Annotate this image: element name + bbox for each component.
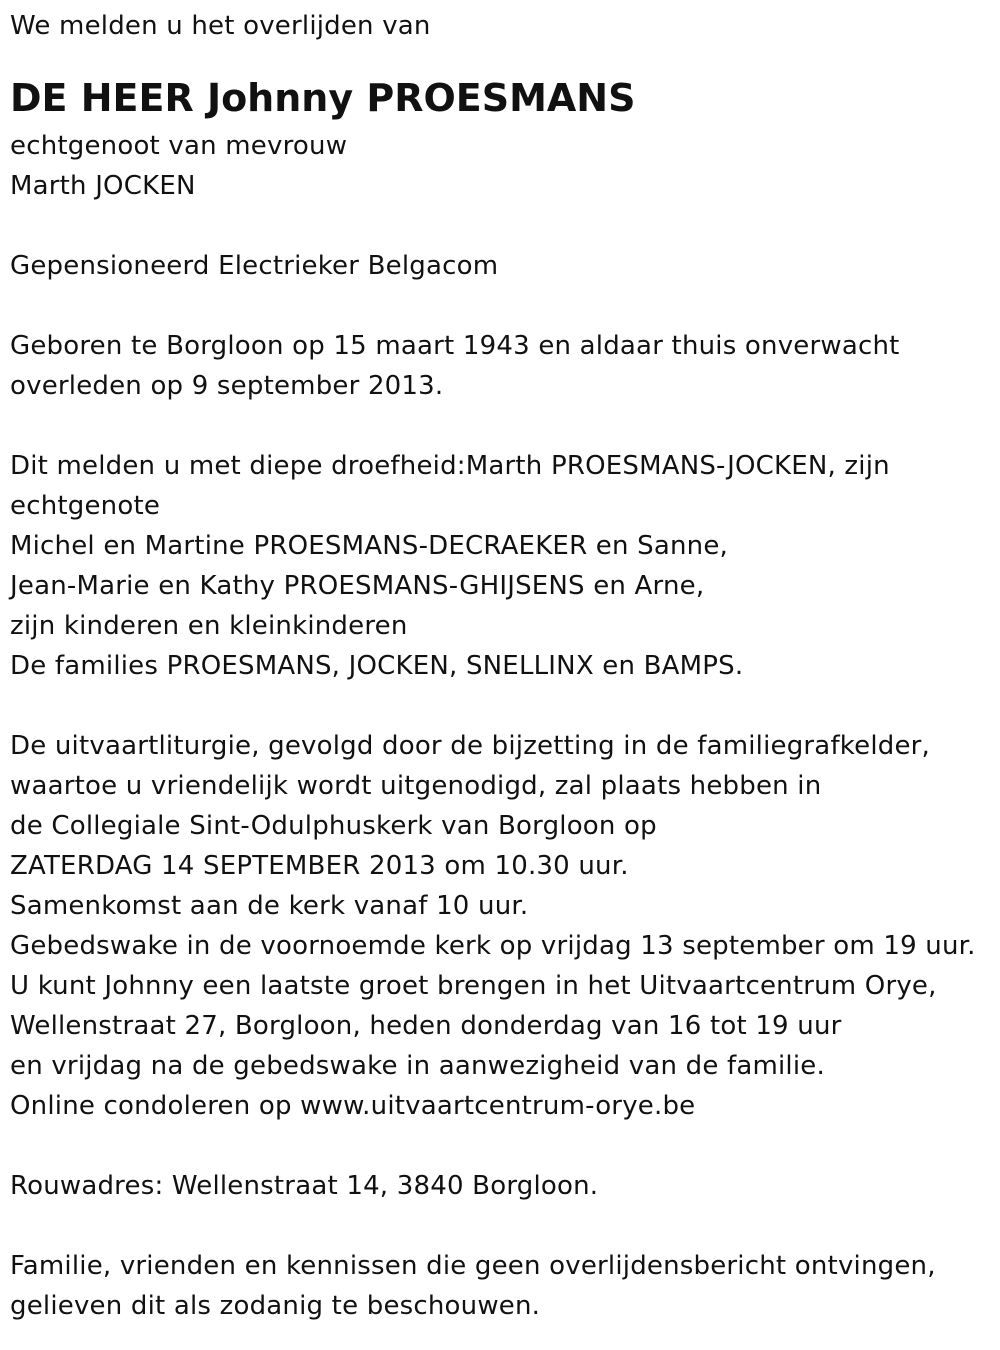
- spacer: [10, 1206, 995, 1246]
- mourners-line: Michel en Martine PROESMANS-DECRAEKER en Sanne,: [10, 531, 728, 561]
- spacer: [10, 286, 995, 326]
- condolence-website: Online condoleren op www.uitvaartcentrum-orye.be: [10, 1091, 696, 1121]
- intro-text: We melden u het overlijden van: [10, 11, 431, 41]
- obituary-notice: [10, 6, 995, 1326]
- spouse-name: Marth JOCKEN: [10, 171, 196, 201]
- funeral-line: U kunt Johnny een laatste groet brengen in het Uitvaartcentrum Orye,: [10, 971, 937, 1001]
- mourners-line: echtgenote: [10, 491, 161, 521]
- funeral-line: Gebedswake in de voornoemde kerk op vrijdag 13 september om 19 uur.: [10, 931, 976, 961]
- occupation: Gepensioneerd Electrieker Belgacom: [10, 251, 499, 281]
- funeral-line: de Collegiale Sint-Odulphuskerk van Borgloon op: [10, 811, 657, 841]
- spacer: [10, 206, 995, 246]
- funeral-line: en vrijdag na de gebedswake in aanwezigheid van de familie.: [10, 1051, 825, 1081]
- spouse-line: echtgenoot van mevrouw: [10, 131, 348, 161]
- spacer: [10, 686, 995, 726]
- mourning-address: Rouwadres: Wellenstraat 14, 3840 Borgloon.: [10, 1171, 599, 1201]
- mourners-line: zijn kinderen en kleinkinderen: [10, 611, 408, 641]
- spacer: [10, 46, 995, 70]
- birth-death-line: overleden op 9 september 2013.: [10, 371, 444, 401]
- closing-line: gelieven dit als zodanig te beschouwen.: [10, 1291, 541, 1321]
- mourners-line: Jean-Marie en Kathy PROESMANS-GHIJSENS en Arne,: [10, 571, 705, 601]
- funeral-line: Wellenstraat 27, Borgloon, heden donderdag van 16 tot 19 uur: [10, 1011, 842, 1041]
- funeral-line: De uitvaartliturgie, gevolgd door de bijzetting in de familiegrafkelder,: [10, 731, 930, 761]
- mourners-line: De families PROESMANS, JOCKEN, SNELLINX en BAMPS.: [10, 651, 744, 681]
- funeral-line: Samenkomst aan de kerk vanaf 10 uur.: [10, 891, 529, 921]
- closing-line: Familie, vrienden en kennissen die geen overlijdensbericht ontvingen,: [10, 1251, 936, 1281]
- spacer: [10, 1126, 995, 1166]
- birth-death-line: Geboren te Borgloon op 15 maart 1943 en aldaar thuis onverwacht: [10, 331, 900, 361]
- spacer: [10, 406, 995, 446]
- mourners-line: Dit melden u met diepe droefheid:Marth PROESMANS-JOCKEN, zijn: [10, 451, 890, 481]
- deceased-name: DE HEER Johnny PROESMANS: [10, 76, 636, 120]
- funeral-line: ZATERDAG 14 SEPTEMBER 2013 om 10.30 uur.: [10, 851, 629, 881]
- funeral-line: waartoe u vriendelijk wordt uitgenodigd, zal plaats hebben in: [10, 771, 822, 801]
